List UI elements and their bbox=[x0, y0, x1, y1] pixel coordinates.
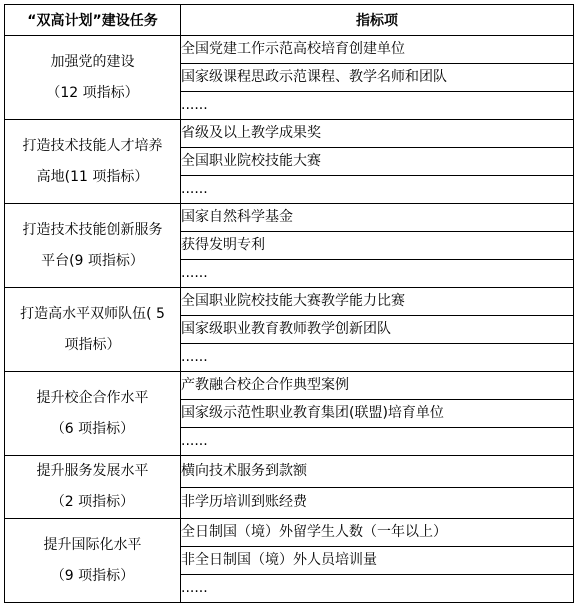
task-count: （9 项指标） bbox=[50, 567, 135, 584]
indicator-item: 国家级课程思政示范课程、教学名师和团队 bbox=[181, 64, 574, 92]
header-row bbox=[5, 5, 574, 36]
task-name: 打造高水平双师队伍( 5 bbox=[20, 305, 165, 322]
task-cell bbox=[5, 372, 181, 456]
task-name: 提升服务发展水平 bbox=[36, 463, 149, 479]
task-name: 打造技术技能人才培养 bbox=[22, 137, 163, 154]
table-row bbox=[5, 204, 574, 232]
task-name: 提升国际化水平 bbox=[43, 536, 142, 553]
indicator-item: 国家级示范性职业教育集团(联盟)培育单位 bbox=[181, 400, 574, 428]
indicator-item: ...... bbox=[181, 575, 574, 603]
task-cell bbox=[5, 120, 181, 204]
indicator-item: 获得发明专利 bbox=[181, 232, 574, 260]
task-cell bbox=[5, 288, 181, 372]
indicator-item: 全国职业院校技能大赛 bbox=[181, 148, 574, 176]
header-indicator: 指标项 bbox=[181, 5, 574, 36]
indicator-item: ...... bbox=[181, 428, 574, 456]
table-row bbox=[5, 372, 574, 400]
indicator-item: ...... bbox=[181, 344, 574, 372]
indicator-item: 国家级职业教育教师教学创新团队 bbox=[181, 316, 574, 344]
indicator-item: 全日制国（境）外留学生人数（一年以上） bbox=[181, 519, 574, 547]
task-count: （12 项指标） bbox=[46, 84, 139, 101]
table-row bbox=[5, 519, 574, 547]
indicator-item: 省级及以上教学成果奖 bbox=[181, 120, 574, 148]
indicator-table bbox=[4, 4, 574, 603]
indicator-item: 非全日制国（境）外人员培训量 bbox=[181, 547, 574, 575]
task-cell bbox=[5, 519, 181, 603]
task-name: 提升校企合作水平 bbox=[36, 389, 149, 406]
indicator-item: 全国职业院校技能大赛教学能力比赛 bbox=[181, 288, 574, 316]
table-row bbox=[5, 456, 574, 488]
indicator-item: 非学历培训到账经费 bbox=[181, 487, 574, 519]
task-count: 平台(9 项指标） bbox=[41, 252, 144, 269]
indicator-item: ...... bbox=[181, 176, 574, 204]
indicator-item: ...... bbox=[181, 260, 574, 288]
task-cell bbox=[5, 36, 181, 120]
table-row bbox=[5, 36, 574, 64]
table-row bbox=[5, 288, 574, 316]
task-count: （2 项指标） bbox=[50, 494, 135, 510]
header-task: “双高计划”建设任务 bbox=[5, 5, 181, 36]
indicator-item: ...... bbox=[181, 92, 574, 120]
task-name: 打造技术技能创新服务 bbox=[22, 221, 163, 238]
table-row bbox=[5, 120, 574, 148]
task-count: （6 项指标） bbox=[50, 420, 135, 437]
indicator-item: 横向技术服务到款额 bbox=[181, 456, 574, 488]
indicator-item: 全国党建工作示范高校培育创建单位 bbox=[181, 36, 574, 64]
indicator-item: 产教融合校企合作典型案例 bbox=[181, 372, 574, 400]
task-name: 加强党的建设 bbox=[50, 53, 135, 70]
task-count: 高地(11 项指标） bbox=[36, 168, 149, 185]
task-cell bbox=[5, 204, 181, 288]
task-cell bbox=[5, 456, 181, 519]
task-count: 项指标） bbox=[64, 336, 121, 353]
indicator-item: 国家自然科学基金 bbox=[181, 204, 574, 232]
